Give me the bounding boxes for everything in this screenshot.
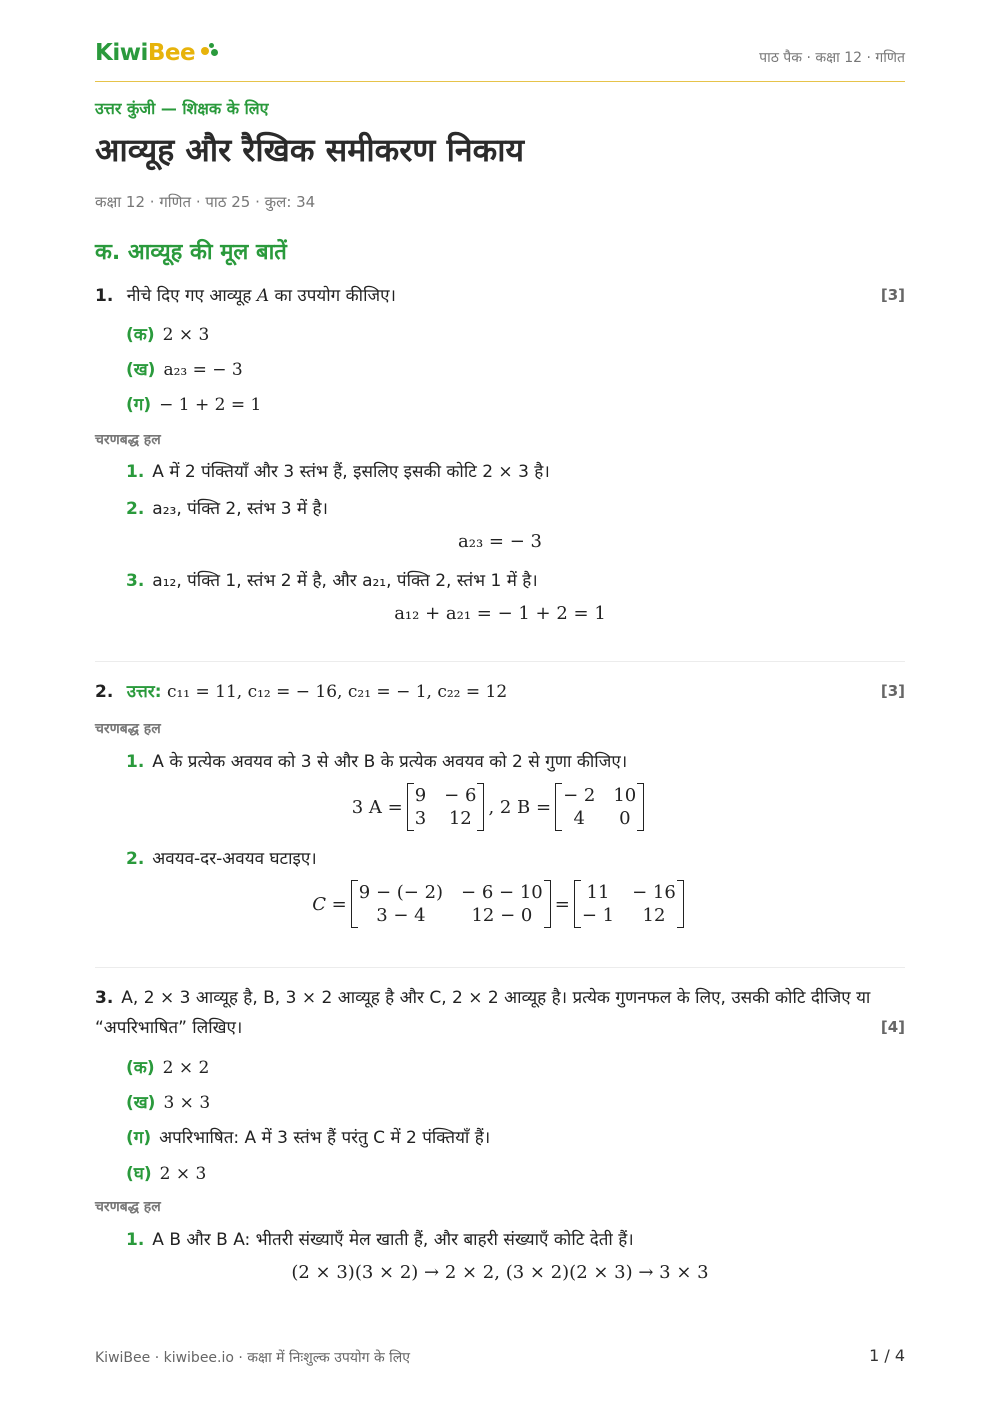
answer-label: उत्तर: — [126, 682, 162, 702]
page-header — [95, 40, 905, 82]
answer-part: (ख) 3 × 3 — [126, 1093, 211, 1113]
question-2: 2. उत्तर: c₁₁ = 11, c₁₂ = − 16, c₂₁ = − 1, c₂₂ = 12 — [95, 682, 508, 702]
answer-part: (घ) 2 × 3 — [126, 1164, 207, 1184]
display-equation: a₂₃ = − 3 — [458, 531, 542, 552]
answer-part: (क) 2 × 2 — [126, 1058, 210, 1078]
page-number: 1 / 4 — [869, 1346, 905, 1365]
solution-step: 1. A B और B A: भीतरी संख्याएँ मेल खाती हैं, और बाहरी संख्याएँ कोटि देती हैं। — [126, 1230, 634, 1250]
question-number: 3. — [95, 988, 114, 1008]
page-title: आव्यूह और रैखिक समीकरण निकाय — [95, 131, 525, 169]
answer-part: (ग) अपरिभाषित: A में 3 स्तंभ हैं परंतु C में 2 पंक्तियाँ हैं। — [126, 1128, 491, 1148]
question-divider — [95, 967, 905, 968]
question-3: 3. A, 2 × 3 आव्यूह है, B, 3 × 2 आव्यूह है और C, 2 × 2 आव्यूह है। प्रत्येक गुणनफल के लिए, उसकी कोटि दीजिए या — [95, 988, 871, 1008]
answer-part: (ख) a₂₃ = − 3 — [126, 360, 243, 380]
footer-credit: KiwiBee · kiwibee.io · कक्षा में निःशुल्क उपयोग के लिए — [95, 1350, 411, 1366]
answer-part: (ग) − 1 + 2 = 1 — [126, 395, 262, 415]
question-3-continued: “अपरिभाषित” लिखिए। — [95, 1018, 243, 1038]
solution-step: 3. a₁₂, पंक्ति 1, स्तंभ 2 में है, और a₂₁, पंक्ति 2, स्तंभ 1 में है। — [126, 571, 538, 591]
solution-step: 2. a₂₃, पंक्ति 2, स्तंभ 3 में है। — [126, 499, 328, 519]
solution-heading: चरणबद्ध हल — [95, 721, 161, 737]
matrix-equation: C = 9 − (− 2) − 6 − 10 3 − 4 12 − 0 = 11 − 16 − 1 12 — [0, 880, 1000, 928]
kiwibee-logo: KiwiBee — [95, 40, 196, 66]
question-divider — [95, 661, 905, 662]
solution-step: 1. A में 2 पंक्तियाँ और 3 स्तंभ हैं, इसलिए इसकी कोटि 2 × 3 है। — [126, 462, 550, 482]
matrix-3a: 9 − 6 3 12 — [407, 783, 485, 831]
answer-part: (क) 2 × 3 — [126, 325, 210, 345]
question-marks: [3] — [880, 682, 905, 700]
matrix-c-result: 11 − 16 − 1 12 — [574, 880, 684, 928]
logo-dots-icon — [201, 43, 221, 59]
matrix-c-expression: 9 − (− 2) − 6 − 10 3 − 4 12 − 0 — [351, 880, 551, 928]
question-number: 2. — [95, 682, 114, 702]
display-equation: a₁₂ + a₂₁ = − 1 + 2 = 1 — [394, 603, 606, 624]
solution-step: 1. A के प्रत्येक अवयव को 3 से और B के प्रत्येक अवयव को 2 से गुणा कीजिए। — [126, 752, 628, 772]
solution-heading: चरणबद्ध हल — [95, 432, 161, 448]
solution-step: 2. अवयव-दर-अवयव घटाइए। — [126, 849, 317, 869]
question-marks: [4] — [880, 1018, 905, 1036]
header-course-info: पाठ पैक · कक्षा 12 · गणित — [759, 50, 905, 66]
display-equation: (2 × 3)(3 × 2) → 2 × 2, (3 × 2)(2 × 3) → 3 × 3 — [291, 1262, 709, 1283]
matrix-equation: 3 A = 9 − 6 3 12 , 2 B = − 2 10 4 0 — [0, 783, 1000, 831]
solution-heading: चरणबद्ध हल — [95, 1199, 161, 1215]
question-number: 1. — [95, 286, 114, 306]
question-1: 1. नीचे दिए गए आव्यूह A का उपयोग कीजिए। — [95, 286, 396, 306]
question-marks: [3] — [880, 286, 905, 304]
section-title: क. आव्यूह की मूल बातें — [95, 240, 287, 265]
page-meta: कक्षा 12 · गणित · पाठ 25 · कुल: 34 — [95, 193, 316, 211]
matrix-2b: − 2 10 4 0 — [555, 783, 644, 831]
answer-key-kicker: उत्तर कुंजी — शिक्षक के लिए — [95, 99, 269, 118]
